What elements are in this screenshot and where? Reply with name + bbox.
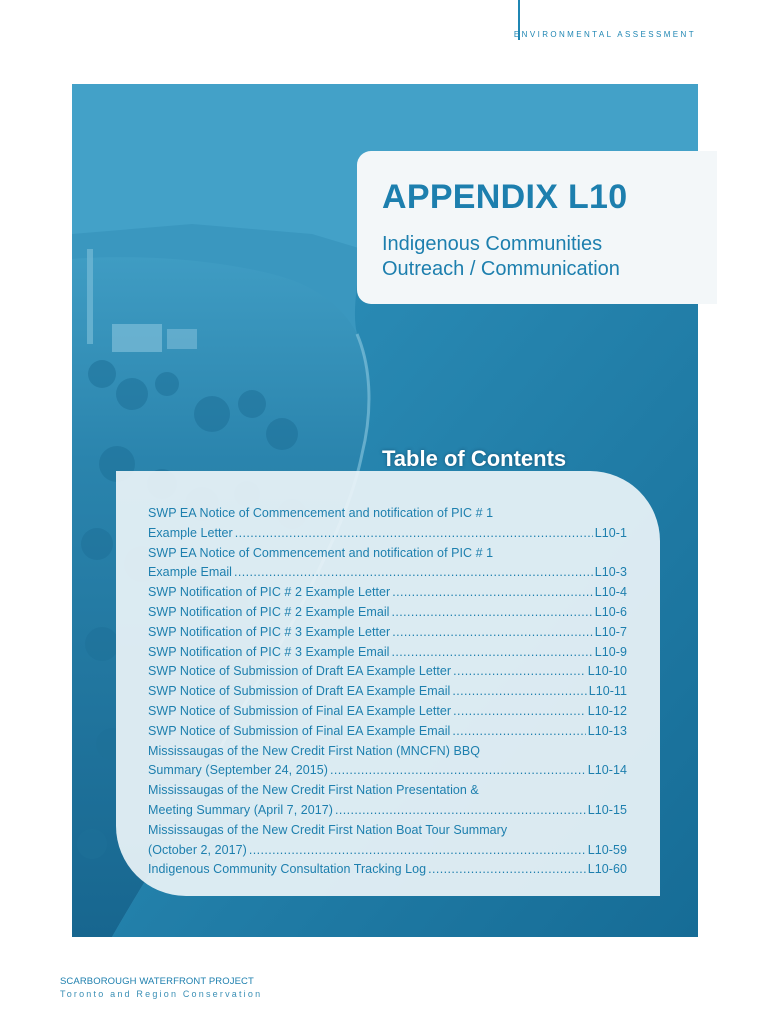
toc-dot-leader <box>330 761 586 781</box>
toc-page-number: L10-6 <box>594 604 627 619</box>
toc-entry[interactable] <box>148 781 627 821</box>
toc-entry-title: (October 2, 2017) <box>148 842 247 857</box>
toc-page-number: L10-10 <box>587 664 627 679</box>
toc-dot-leader <box>392 623 593 643</box>
toc-entry-title-line1: Mississaugas of the New Credit First Nation (MNCFN) BBQ <box>148 743 480 758</box>
toc-entry[interactable] <box>148 821 627 861</box>
toc-dot-leader <box>392 603 593 623</box>
toc-page-number: L10-14 <box>587 763 627 778</box>
toc-entry[interactable] <box>148 682 627 702</box>
toc-page-number: L10-60 <box>587 862 627 877</box>
toc-dot-leader <box>335 801 586 821</box>
toc-dot-leader <box>453 662 586 682</box>
toc-entry-title: Meeting Summary (April 7, 2017) <box>148 802 333 817</box>
toc-entry-title: Example Letter <box>148 525 233 540</box>
toc-dot-leader <box>453 702 586 722</box>
toc-page-number: L10-59 <box>587 842 627 857</box>
toc-entry[interactable] <box>148 504 627 544</box>
toc-entry-title: Summary (September 24, 2015) <box>148 763 328 778</box>
toc-entry[interactable] <box>148 722 627 742</box>
toc-page-number: L10-3 <box>594 565 627 580</box>
toc-entry-title: SWP Notice of Submission of Final EA Example Email <box>148 723 451 738</box>
toc-page-number: L10-4 <box>594 585 627 600</box>
toc-entry[interactable] <box>148 702 627 722</box>
toc-page-number: L10-11 <box>588 684 627 699</box>
toc-dot-leader <box>452 722 585 742</box>
toc-entry-title-line1: SWP EA Notice of Commencement and notification of PIC # 1 <box>148 545 494 560</box>
toc-dot-leader <box>235 524 593 544</box>
toc-entry[interactable] <box>148 643 627 663</box>
toc-dot-leader <box>249 841 586 861</box>
toc-entry[interactable] <box>148 603 627 623</box>
toc-list <box>148 504 627 880</box>
toc-page-number: L10-7 <box>594 624 627 639</box>
toc-entry-title-line1: Mississaugas of the New Credit First Nation Presentation & <box>148 783 479 798</box>
toc-dot-leader <box>452 682 586 702</box>
toc-entry[interactable] <box>148 860 627 880</box>
toc-entry-title: SWP Notification of PIC # 3 Example Email <box>148 644 390 659</box>
toc-entry[interactable] <box>148 544 627 584</box>
toc-entry-title: Example Email <box>148 565 233 580</box>
toc-page-number: L10-1 <box>594 525 627 540</box>
header-label: ENVIRONMENTAL ASSESSMENT <box>513 30 696 39</box>
toc-entry[interactable] <box>148 662 627 682</box>
toc-entry-title: SWP Notification of PIC # 2 Example Letter <box>148 585 391 600</box>
title-panel <box>357 151 717 304</box>
appendix-title: APPENDIX L10 <box>382 178 628 216</box>
toc-page-number: L10-15 <box>587 802 627 817</box>
subtitle-line1: Indigenous Communities <box>382 233 603 255</box>
toc-dot-leader <box>234 563 593 583</box>
toc-entry-title: Indigenous Community Consultation Tracking Log <box>148 862 427 877</box>
toc-entry-title: SWP Notification of PIC # 3 Example Letter <box>148 624 391 639</box>
toc-page-number: L10-13 <box>587 723 627 738</box>
toc-entry[interactable] <box>148 623 627 643</box>
subtitle-line2: Outreach / Communication <box>382 258 620 280</box>
toc-page-number: L10-12 <box>587 703 627 718</box>
toc-panel <box>116 471 660 896</box>
toc-entry[interactable] <box>148 742 627 782</box>
toc-heading: Table of Contents <box>382 446 567 471</box>
toc-entry-title-line1: Mississaugas of the New Credit First Nation Boat Tour Summary <box>148 822 508 837</box>
toc-page-number: L10-9 <box>594 644 627 659</box>
toc-dot-leader <box>428 860 586 880</box>
toc-entry-title: SWP Notification of PIC # 2 Example Email <box>148 604 390 619</box>
toc-dot-leader <box>392 583 593 603</box>
toc-dot-leader <box>392 643 593 663</box>
footer-project: SCARBOROUGH WATERFRONT PROJECT <box>60 976 254 987</box>
footer-organization: Toronto and Region Conservation <box>60 989 263 999</box>
toc-entry-title: SWP Notice of Submission of Draft EA Example Letter <box>148 664 452 679</box>
toc-entry-title-line1: SWP EA Notice of Commencement and notification of PIC # 1 <box>148 506 494 520</box>
toc-entry[interactable] <box>148 583 627 603</box>
toc-entry-title: SWP Notice of Submission of Final EA Example Letter <box>148 703 452 718</box>
toc-entry-title: SWP Notice of Submission of Draft EA Example Email <box>148 684 451 699</box>
